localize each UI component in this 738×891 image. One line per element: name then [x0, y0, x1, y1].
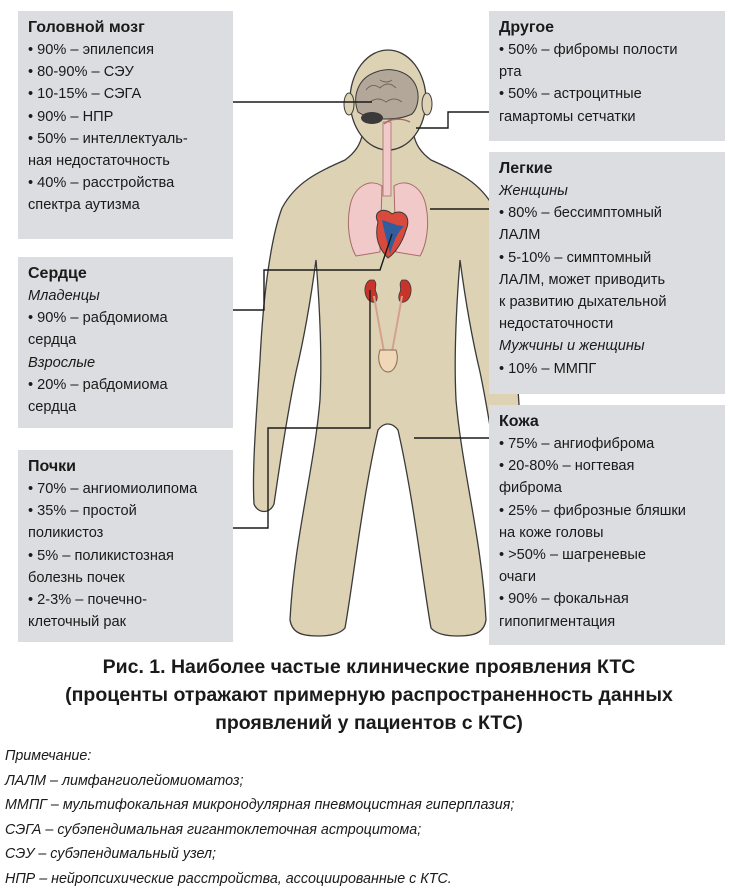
box-skin-line: очаги [499, 566, 717, 588]
box-brain-title: Головной мозг [28, 17, 225, 39]
box-lungs-line: к развитию дыхательной [499, 291, 717, 313]
box-skin [489, 405, 725, 645]
note-item: СЭГА – субэпендимальная гигантоклеточная астроцитома; [5, 818, 733, 843]
box-kidney [18, 450, 233, 642]
box-kidney-line: • 70% – ангиомиолипома [28, 478, 225, 500]
box-skin-line: фиброма [499, 477, 717, 499]
box-kidney-line: болезнь почек [28, 567, 225, 589]
box-skin-line: гипопигментация [499, 611, 717, 633]
box-skin-line: • >50% – шагреневые [499, 544, 717, 566]
box-heart-line: • 90% – рабдомиома [28, 307, 225, 329]
box-heart [18, 257, 233, 428]
trachea [383, 122, 391, 196]
box-lungs-subheading: Мужчины и женщины [499, 335, 717, 357]
box-lungs-line: недостаточности [499, 313, 717, 335]
box-lungs-line: ЛАЛМ [499, 224, 717, 246]
box-brain-line: • 90% – эпилепсия [28, 39, 225, 61]
box-other-title: Другое [499, 17, 717, 39]
caption-line: проявлений у пациентов с КТС) [0, 709, 738, 737]
box-lungs-line: • 10% – ММПГ [499, 358, 717, 380]
ear-left [344, 93, 354, 115]
box-brain-line: • 90% – НПР [28, 106, 225, 128]
box-kidney-title: Почки [28, 456, 225, 478]
box-kidney-line: поликистоз [28, 522, 225, 544]
box-skin-line: • 75% – ангиофиброма [499, 433, 717, 455]
box-lungs-line: ЛАЛМ, может приводить [499, 269, 717, 291]
caption-line: Рис. 1. Наиболее частые клинические проявления КТС [0, 653, 738, 681]
notes [5, 744, 733, 891]
box-lungs-line: • 80% – бессимптомный [499, 202, 717, 224]
box-heart-line: сердца [28, 329, 225, 351]
box-heart-title: Сердце [28, 263, 225, 285]
note-item: ЛАЛМ – лимфангиолейомиоматоз; [5, 769, 733, 794]
box-brain-line: • 10-15% – СЭГА [28, 83, 225, 105]
box-skin-line: на коже головы [499, 522, 717, 544]
box-lungs-title: Легкие [499, 158, 717, 180]
box-brain-line: • 50% – интеллектуаль- [28, 128, 225, 150]
box-skin-line: • 25% – фиброзные бляшки [499, 500, 717, 522]
box-other-line: • 50% – астроцитные [499, 83, 717, 105]
box-kidney-line: клеточный рак [28, 611, 225, 633]
box-other-line: • 50% – фибромы полости [499, 39, 717, 61]
box-kidney-line: • 5% – поликистозная [28, 545, 225, 567]
box-skin-title: Кожа [499, 411, 717, 433]
box-other [489, 11, 725, 141]
box-brain-line: спектра аутизма [28, 194, 225, 216]
cerebellum [361, 112, 383, 124]
figure-caption [0, 653, 738, 737]
box-skin-line: • 20-80% – ногтевая [499, 455, 717, 477]
box-kidney-line: • 35% – простой [28, 500, 225, 522]
body-silhouette [253, 122, 522, 636]
notes-heading: Примечание: [5, 744, 733, 769]
box-brain-line: ная недостаточность [28, 150, 225, 172]
box-brain [18, 11, 233, 239]
box-heart-line: сердца [28, 396, 225, 418]
box-lungs [489, 152, 725, 394]
ear-right [422, 93, 432, 115]
box-heart-subheading: Младенцы [28, 285, 225, 307]
caption-line: (проценты отражают примерную распространенность данных [0, 681, 738, 709]
box-lungs-subheading: Женщины [499, 180, 717, 202]
box-brain-line: • 40% – расстройства [28, 172, 225, 194]
note-item: СЭУ – субэпендимальный узел; [5, 842, 733, 867]
box-heart-subheading: Взрослые [28, 352, 225, 374]
note-item: ММПГ – мультифокальная микронодулярная пневмоцистная гиперплазия; [5, 793, 733, 818]
box-skin-line: • 90% – фокальная [499, 588, 717, 610]
box-other-line: гамартомы сетчатки [499, 106, 717, 128]
box-lungs-line: • 5-10% – симптомный [499, 247, 717, 269]
note-item: НПР – нейропсихические расстройства, ассоциированные с КТС. [5, 867, 733, 891]
bladder [379, 350, 398, 372]
box-other-line: рта [499, 61, 717, 83]
box-kidney-line: • 2-3% – почечно- [28, 589, 225, 611]
box-brain-line: • 80-90% – СЭУ [28, 61, 225, 83]
box-heart-line: • 20% – рабдомиома [28, 374, 225, 396]
